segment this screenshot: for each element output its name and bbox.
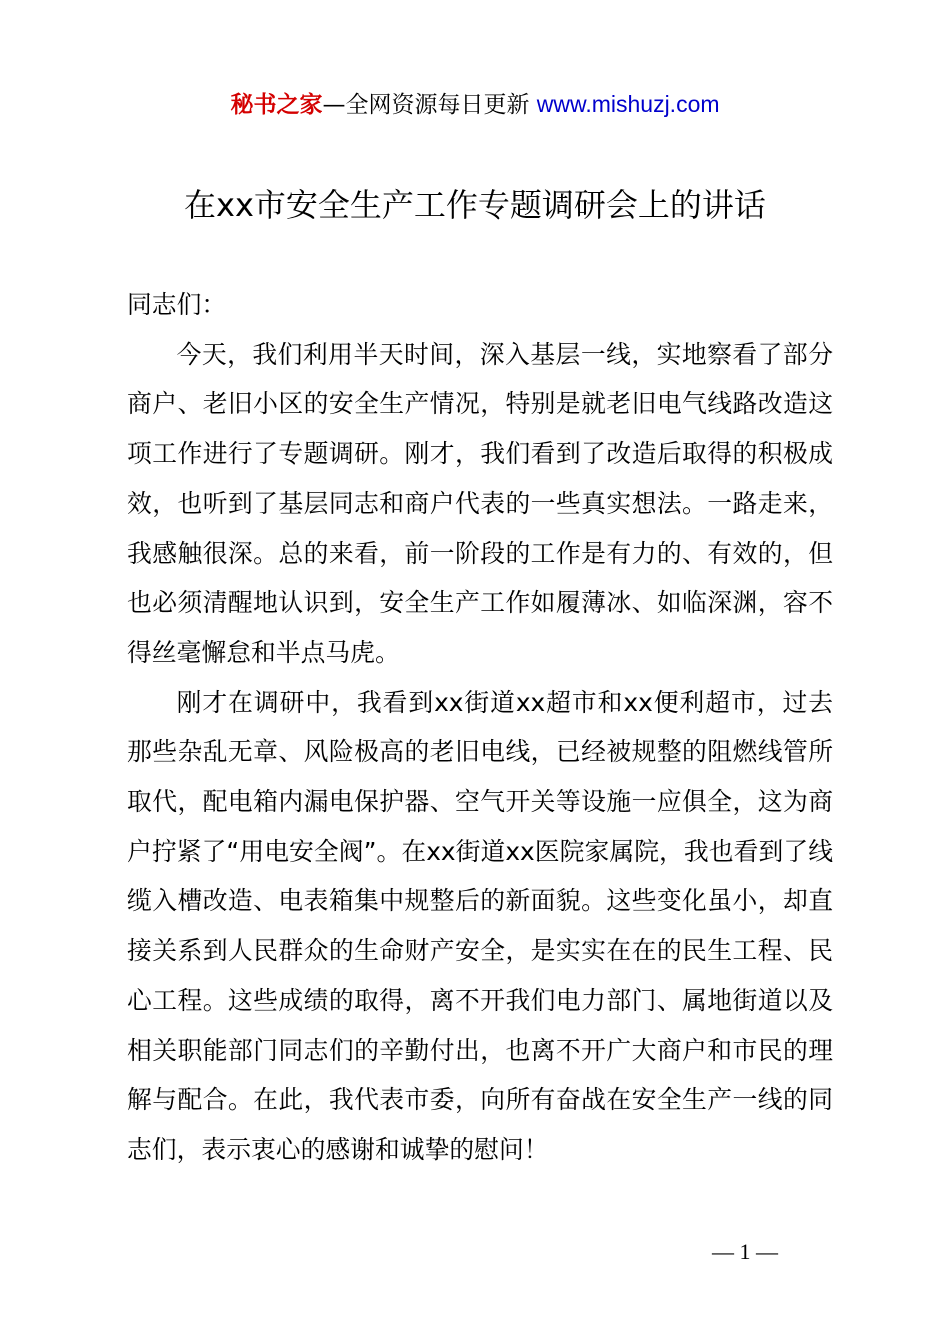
paragraph-1: 今天，我们利用半天时间，深入基层一线，实地察看了部分商户、老旧小区的安全生产情况，特别是就老旧电气线路改造这项工作进行了专题调研。刚才，我们看到了改造后取得的积极成效，也听到了基层同志和商户代表的一些真实想法。一路走来，我感触很深。总的来看，前一阶段的工作是有力的、有效的，但也必须清醒地认识到，安全生产工作如履薄冰、如临深渊，容不得丝毫懈怠和半点马虎。 (127, 339, 833, 667)
document-body (127, 280, 833, 1175)
header-tagline: —全网资源每日更新 (322, 92, 537, 118)
salutation: 同志们： (127, 290, 227, 319)
page-number: — 1 — (712, 1239, 778, 1264)
site-url-link[interactable]: www.mishuzj.com (536, 91, 720, 117)
brand-name: 秘书之家 (230, 92, 323, 118)
document-title: 在xx市安全生产工作专题调研会上的讲话 (184, 186, 766, 224)
site-header (0, 86, 950, 123)
paragraph-2: 刚才在调研中，我看到xx街道xx超市和xx便利超市，过去那些杂乱无章、风险极高的老旧电线，已经被规整的阻燃线管所取代，配电箱内漏电保护器、空气开关等设施一应俱全，这为商户拧紧了“用电安全阀”。在xx街道xx医院家属院，我也看到了线缆入槽改造、电表箱集中规整后的新面貌。这些变化虽小，却直接关系到人民群众的生命财产安全，是实实在在的民生工程、民心工程。这些成绩的取得，离不开我们电力部门、属地街道以及相关职能部门同志们的辛勤付出，也离不开广大商户和市民的理解与配合。在此，我代表市委，向所有奋战在安全生产一线的同志们，表示衷心的感谢和诚挚的慰问！ (127, 687, 833, 1164)
